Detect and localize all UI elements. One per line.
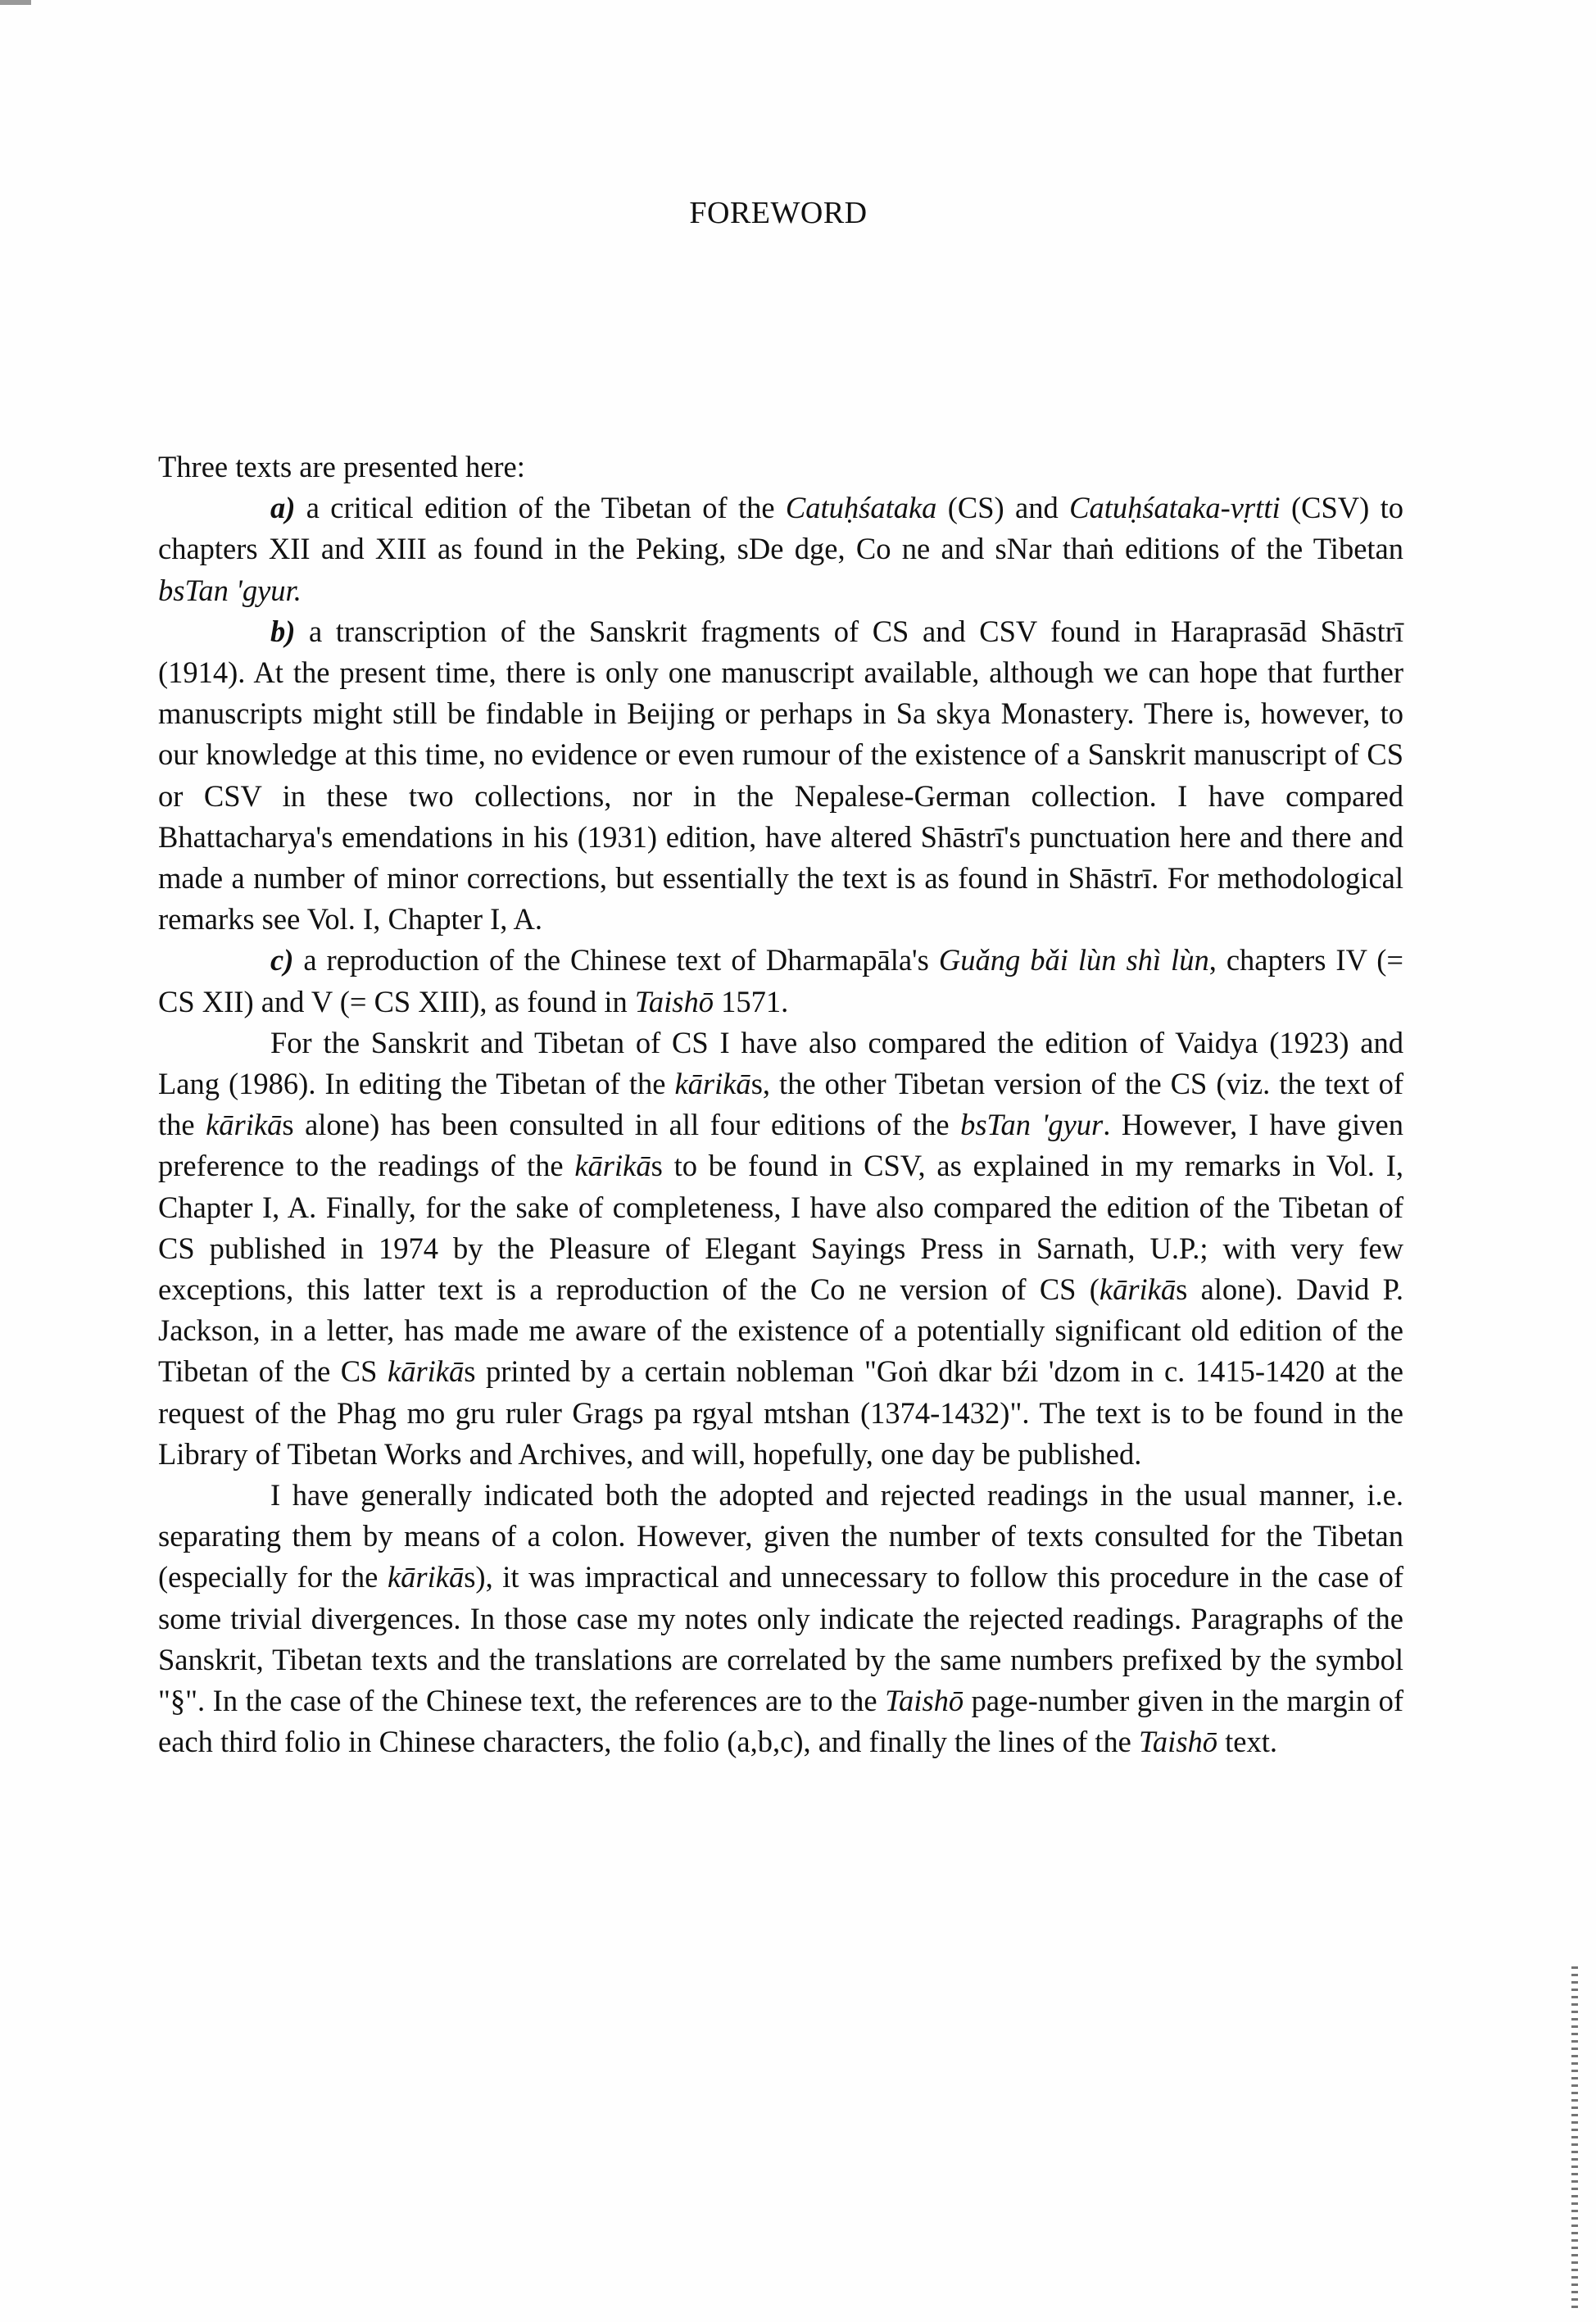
- item-a-text-3: (CSV) to chapters XII and XIII as found in the Peking, sDe dge, Co ne and sNar thaṅ editions of the Tibetan: [158, 491, 1403, 566]
- para3-text-3: page-number given in the margin of each third folio in Chinese characters, the folio (a,b,c), and finally the lines of the: [158, 1684, 1403, 1759]
- para2-text-4: . However, I have given preference to the readings of the: [158, 1108, 1403, 1183]
- para3-taisho-2: Taishō: [1138, 1725, 1218, 1759]
- intro-line: Three texts are presented here:: [158, 450, 525, 483]
- scan-corner-mark: [0, 0, 31, 5]
- para3-text-2: s), it was impractical and unnecessary to follow this procedure in the case of some trivial divergences. In those case my notes only indicate the rejected readings. Paragraphs of the Sanskrit, Tibetan texts and the translations are correlated by the same numbers prefixed by the symbol "§". In the case of the Chinese text, the references are to the: [158, 1560, 1403, 1718]
- para3-text-4: text.: [1217, 1725, 1278, 1759]
- paragraph-readings: [158, 1475, 1403, 1762]
- item-c-text-2: , chapters IV (= CS XII) and V (= CS XIII), as found in: [158, 943, 1403, 1018]
- item-b: [158, 611, 1403, 941]
- paragraph-editions: [158, 1023, 1403, 1475]
- para2-karika-2: kārikā: [206, 1108, 283, 1142]
- item-a-text-1: a critical edition of the Tibetan of the: [295, 491, 786, 525]
- para2-text-6: s alone). David P. Jackson, in a letter, has made me aware of the existence of a potentially significant old edition of the Tibetan of the CS: [158, 1272, 1403, 1389]
- para2-karika-1: kārikā: [674, 1067, 751, 1101]
- para2-bstan: bsTan 'gyur: [960, 1108, 1104, 1142]
- item-c-text-3: 1571.: [713, 984, 789, 1018]
- para2-karika-6: kārikā: [388, 1354, 465, 1389]
- item-a-text-2: (CS) and: [936, 491, 1070, 525]
- item-a-title-cs: Catuḥśataka: [785, 491, 937, 525]
- item-c: [158, 940, 1403, 1022]
- para2-text-3: s alone) has been consulted in all four editions of the: [282, 1108, 961, 1142]
- scan-edge-artifact: [1571, 1966, 1578, 2311]
- para2-karika-4: kārikā: [574, 1149, 651, 1183]
- item-c-title-guang: Guǎng bǎi lùn shì lùn: [938, 943, 1209, 977]
- item-c-title-taisho: Taishō: [634, 984, 714, 1018]
- item-a-label: a): [270, 491, 296, 525]
- item-b-text: a transcription of the Sanskrit fragments of CS and CSV found in Haraprasād Shāstrī (1914). At the present time, there is only one manuscript available, although we can hope that further manuscripts might still be findable in Beijing or perhaps in Sa skya Monastery. There is, however, to our knowledge at this time, no evidence or even rumour of the existence of a Sanskrit manuscript of CS or CSV in these two collections, nor in the Nepalese-German collection. I have compared Bhattacharya's emendations in his (1931) edition, have altered Shāstrī's punctuation here and there and made a number of minor corrections, but essentially the text is as found in Shāstrī. For methodological remarks see Vol. I, Chapter I, A.: [158, 614, 1403, 937]
- para2-text-7: s printed by a certain nobleman "Goṅ dkar bźi 'dzom in c. 1415-1420 at the request of the Phag mo gru ruler Grags pa rgyal mtshan (1374-1432)". The text is to be found in the Library of Tibetan Works and Archives, and will, hopefully, one day be published.: [158, 1354, 1403, 1471]
- item-a: [158, 488, 1403, 611]
- item-a-title-csv: Catuḥśataka-vṛtti: [1069, 491, 1281, 525]
- foreword-body: [158, 447, 1403, 1763]
- para2-text-1: For the Sanskrit and Tibetan of CS I have also compared the edition of Vaidya (1923) and Lang (1986). In editing the Tibetan of the: [158, 1025, 1403, 1101]
- item-b-label: b): [270, 614, 296, 648]
- para3-taisho-1: Taishō: [885, 1684, 964, 1718]
- page-title: FOREWORD: [689, 196, 868, 230]
- para2-karika-5: kārikā: [1099, 1272, 1177, 1307]
- para3-karika: kārikā: [387, 1560, 465, 1594]
- para3-text-1: I have generally indicated both the adopted and rejected readings in the usual manner, i.e. separating them by means of a colon. However, given the number of texts consulted for the Tibetan (especially for the: [158, 1478, 1403, 1594]
- item-c-text-1: a reproduction of the Chinese text of Dharmapāla's: [293, 943, 939, 977]
- para2-text-5: s to be found in CSV, as explained in my remarks in Vol. I, Chapter I, A. Finally, for the sake of completeness, I have also compared the edition of the Tibetan of CS published in 1974 by the Pleasure of Elegant Sayings Press in Sarnath, U.P.; with very few exceptions, this latter text is a reproduction of the Co ne version of CS (: [158, 1149, 1403, 1307]
- item-c-label: c): [270, 943, 294, 977]
- item-a-title-bstan: bsTan 'gyur.: [158, 573, 302, 607]
- para2-text-2: s, the other Tibetan version of the CS (viz. the text of the: [158, 1067, 1403, 1142]
